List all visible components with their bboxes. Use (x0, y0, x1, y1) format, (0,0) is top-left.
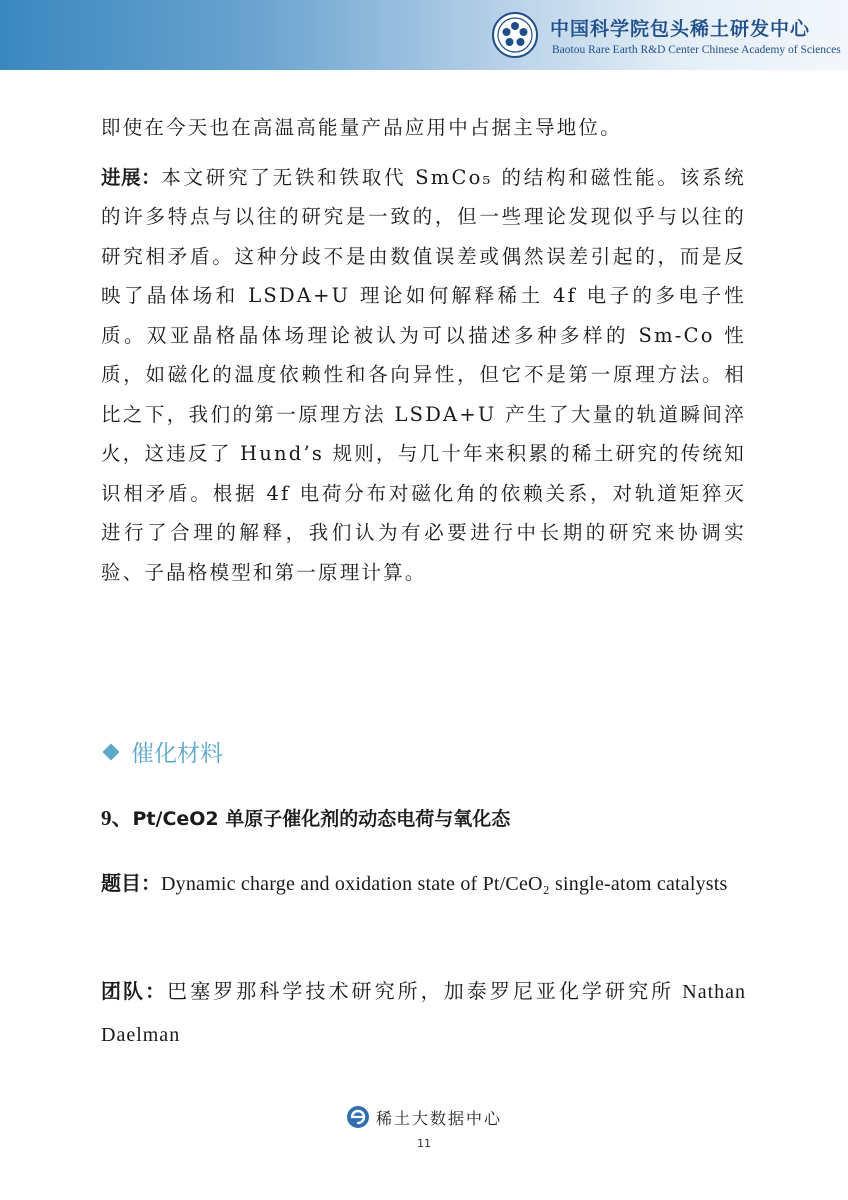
title-value: Dynamic charge and oxidation state of Pt/CeO₂ single-atom catalysts (161, 873, 728, 895)
page-number: 11 (417, 1137, 431, 1150)
diamond-bullet-icon (103, 743, 120, 760)
team-label: 团队： (101, 979, 168, 1003)
progress-paragraph (101, 158, 746, 593)
team-field (101, 970, 746, 1057)
progress-label: 进展： (101, 165, 162, 189)
section-heading-text: 催化材料 (131, 741, 223, 767)
progress-text: 本文研究了无铁和铁取代 SmCo₅ 的结构和磁性能。该系统的许多特点与以往的研究是一致的，但一些理论发现似乎与以往的研究相矛盾。这种分歧不是由数值误差或偶然误差引起的，而是反映了晶体场和 LSDA+U 理论如何解释稀土 4f 电子的多电子性质。双亚晶格晶体场理论被认为可以描述多种多样的 Sm-Co 性质，如磁化的温度依赖性和各向异性，但它不是第一原理方法。相比之下，我们的第一原理方法 LSDA+U 产生了大量的轨道瞬间淬火，这违反了 Hund’s 规则，与几十年来积累的稀土研究的传统知识相矛盾。根据 4f 电荷分布对磁化角的依赖关系，对轨道矩猝灭进行了合理的解释，我们认为有必要进行中长期的研究来协调实验、子晶格模型和第一原理计算。 (101, 165, 746, 584)
page-footer (0, 1105, 848, 1133)
article-title-text: Pt/CeO2 单原子催化剂的动态电荷与氧化态 (132, 808, 511, 830)
article-title-field (101, 862, 746, 906)
title-label: 题目： (101, 871, 161, 895)
body-text (101, 108, 746, 592)
paragraph-continuation: 即使在今天也在高温高能量产品应用中占据主导地位。 (101, 116, 622, 139)
footer-brand-text: 稀土大数据中心 (375, 1108, 502, 1128)
bigdata-logo-icon (346, 1105, 370, 1129)
page-header (0, 0, 848, 70)
org-name-en: Baotou Rare Earth R&D Center Chinese Academy of Sciences (552, 44, 841, 56)
team-value: 巴塞罗那科学技术研究所，加泰罗尼亚化学研究所 Nathan Daelman (101, 981, 747, 1046)
footer-brand (346, 1105, 502, 1129)
org-name-cn: 中国科学院包头稀土研发中心 (550, 18, 811, 40)
article-number: 9、 (101, 806, 133, 830)
section-heading (101, 735, 223, 768)
cas-emblem-icon (492, 12, 538, 58)
article-title (101, 802, 510, 832)
